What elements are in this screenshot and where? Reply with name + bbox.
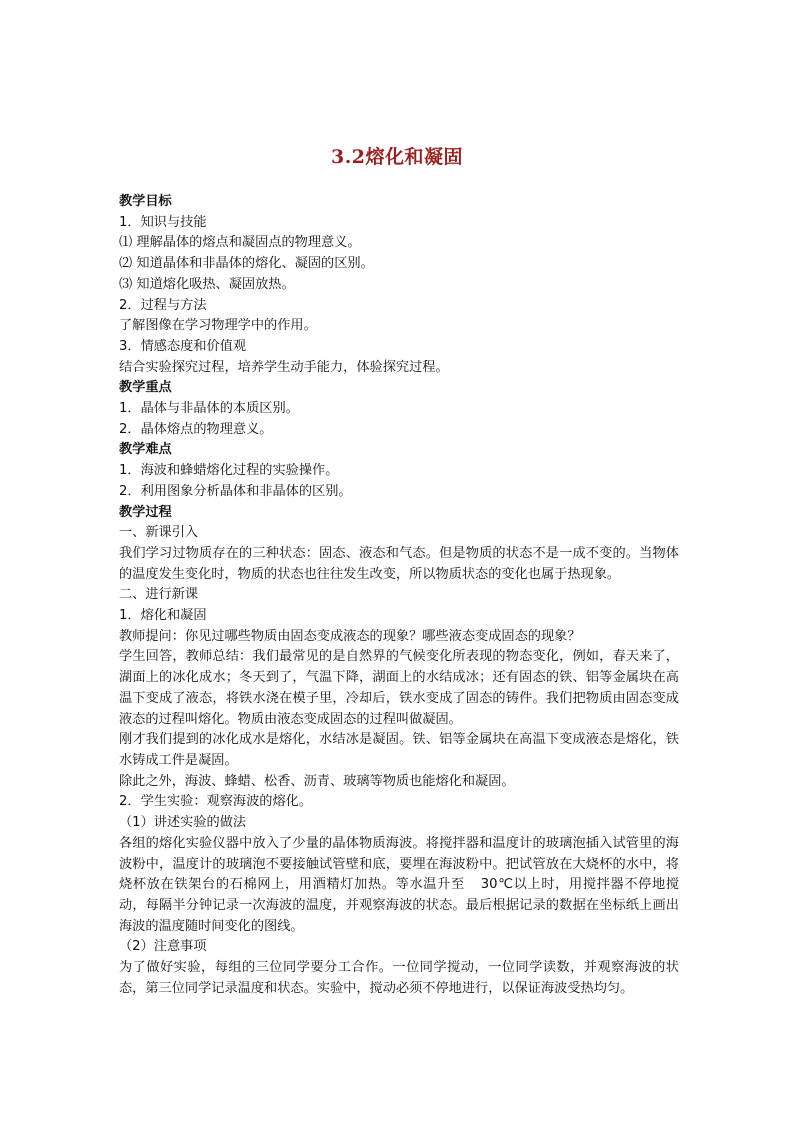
- process-subheading: （1）讲述实验的做法: [119, 815, 247, 831]
- process-paragraph: 教师提问：你见过哪些物质由固态变成液态的现象？哪些液态变成固态的现象？: [119, 628, 581, 644]
- process-paragraph: 刚才我们提到的冰化成水是熔化，水结冰是凝固。铁、铝等金属块在高温下变成液态是熔化，铁水铸成工件是凝固。: [119, 732, 679, 768]
- goal-subitem: ⑵ 知道晶体和非晶体的熔化、凝固的区别。: [119, 256, 374, 272]
- process-paragraph: 除此之外，海波、蜂蜡、松香、沥青、玻璃等物质也能熔化和凝固。: [119, 773, 515, 789]
- process-subheading: （2）注意事项: [119, 939, 207, 955]
- goal-subitem: ⑴ 理解晶体的熔点和凝固点的物理意义。: [119, 235, 361, 251]
- section-heading-key-points: 教学重点: [119, 380, 172, 396]
- goal-item: 1．知识与技能: [119, 214, 207, 230]
- process-subheading: 1．熔化和凝固: [119, 608, 207, 624]
- key-point-item: 2．晶体熔点的物理意义。: [119, 421, 273, 437]
- difficulty-item: 2．利用图象分析晶体和非晶体的区别。: [119, 483, 352, 499]
- section-heading-process: 教学过程: [119, 504, 172, 520]
- experiment-method-text-part2: 30℃以上时，用搅拌器不停地搅动，每隔半分钟记录一次海波的温度，并观察海波的状态。最后根据记录的数据在坐标纸上画出海波的温度随时间变化的图线。: [119, 877, 680, 934]
- difficulty-item: 1．海波和蜂蜡熔化过程的实验操作。: [119, 463, 339, 479]
- process-subheading: 2．学生实验：观察海波的熔化。: [119, 794, 313, 810]
- process-subheading: 一、新课引入: [119, 525, 199, 541]
- section-heading-difficulties: 教学难点: [119, 442, 172, 458]
- key-point-item: 1．晶体与非晶体的本质区别。: [119, 401, 299, 417]
- page-title: 3.2熔化和凝固: [330, 146, 464, 168]
- experiment-method-paragraph: [119, 834, 679, 938]
- experiment-method-text-part1: 各组的熔化实验仪器中放入了少量的晶体物质海波。将搅拌器和温度计的玻璃泡插入试管里的海波粉中，温度计的玻璃泡不要接触试管壁和底，要埋在海波粉中。把试管放在大烧杯的水中，将烧杯放在铁架台的石棉网上，用酒精灯加热。等水温升至: [119, 835, 679, 893]
- goal-subitem: ⑶ 知道熔化吸热、凝固放热。: [119, 276, 295, 292]
- goal-text: 了解图像在学习物理学中的作用。: [119, 318, 317, 334]
- process-paragraph: 我们学习过物质存在的三种状态：固态、液态和气态。但是物质的状态不是一成不变的。当物体的温度发生变化时，物质的状态也往往发生改变，所以物质状态的变化也属于热现象。: [119, 545, 679, 582]
- goal-item: 3．情感态度和价值观: [119, 338, 247, 354]
- goal-text: 结合实验探究过程，培养学生动手能力，体验探究过程。: [119, 359, 449, 375]
- document-body: [119, 192, 679, 999]
- section-heading-goals: 教学目标: [119, 194, 172, 209]
- process-subheading: 二、进行新课: [119, 587, 199, 603]
- experiment-notes-paragraph: 为了做好实验，每组的三位同学要分工合作。一位同学搅动，一位同学读数，并观察海波的状态，第三位同学记录温度和状态。实验中，搅动必须不停地进行，以保证海波受热均匀。: [119, 960, 679, 996]
- goal-item: 2．过程与方法: [119, 297, 207, 313]
- process-paragraph: 学生回答，教师总结：我们最常见的是自然界的气候变化所表现的物态变化，例如，春天来了，湖面上的冰化成水；冬天到了，气温下降，湖面上的水结成冰；还有固态的铁、铝等金属块在高温下变成了液态，将铁水浇在模子里，冷却后，铁水变成了固态的铸件。我们把物质由固态变成液态的过程叫熔化。物质由液态变成固态的过程叫做凝固。: [119, 649, 679, 727]
